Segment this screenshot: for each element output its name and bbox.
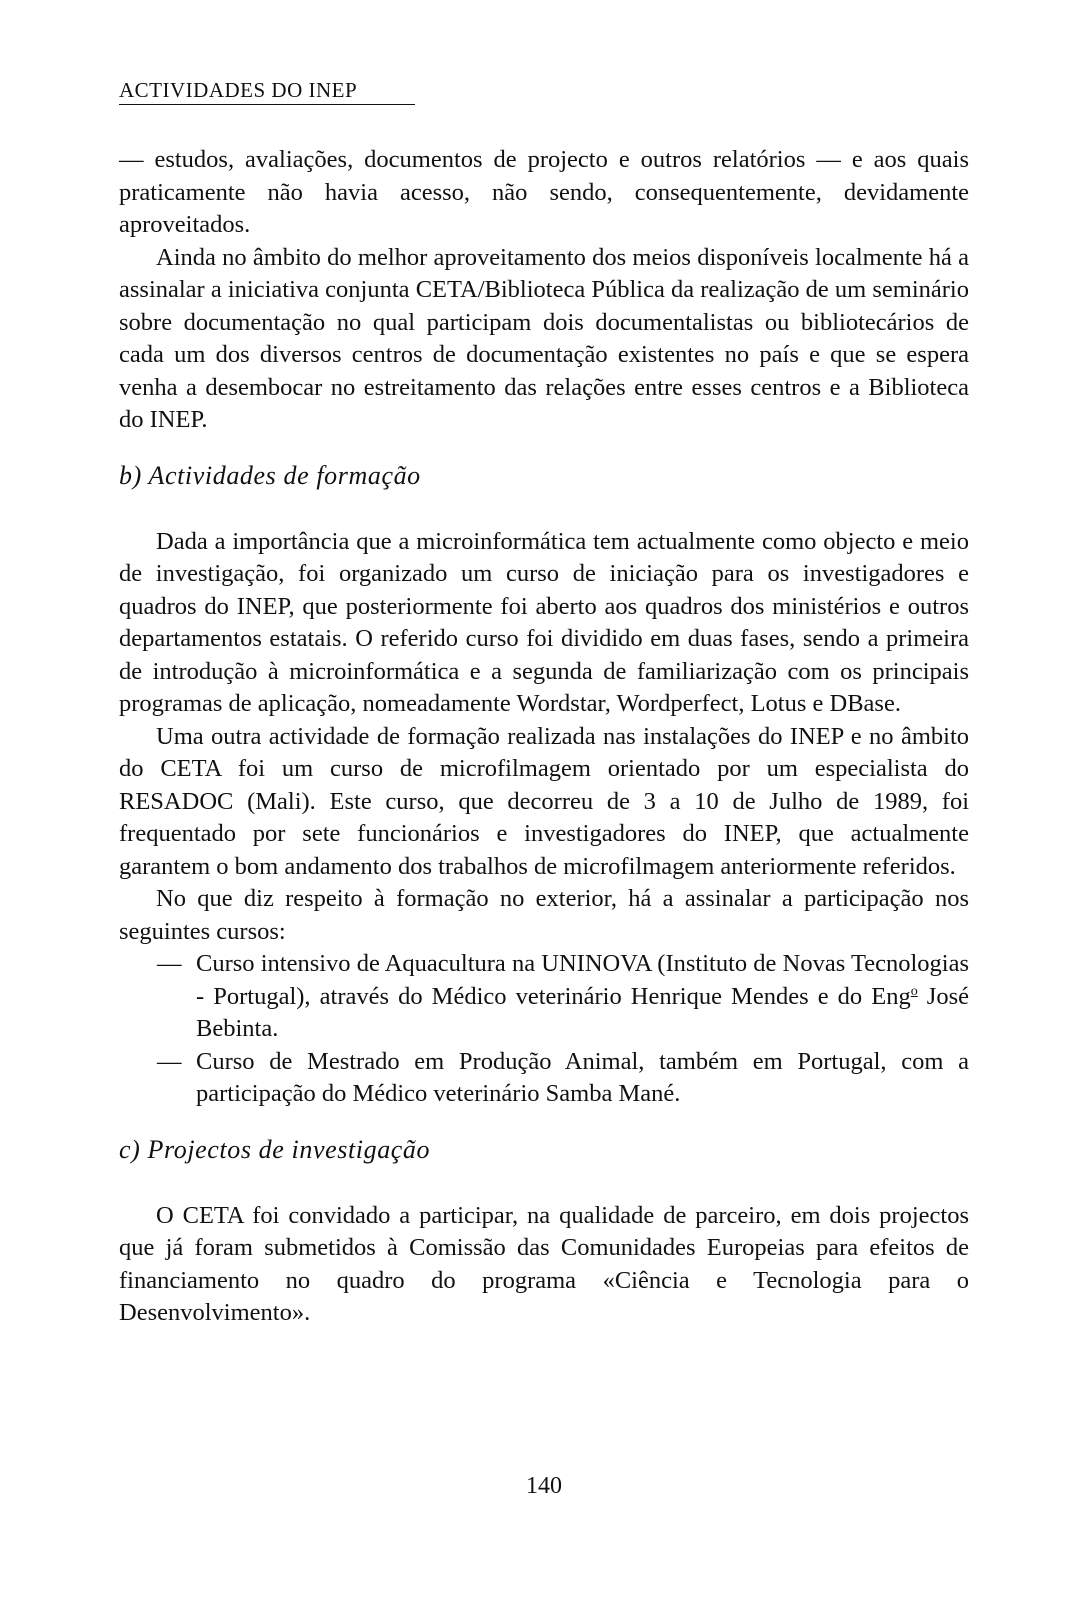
running-head: ACTIVIDADES DO INEP: [119, 78, 358, 102]
document-page: [119, 0, 969, 1600]
paragraph-continuation: — estudos, avaliações, documentos de projecto e outros relatórios — e aos quais praticamente não havia acesso, não sendo, consequentemente, devidamente aproveitados.: [119, 146, 969, 238]
spacer: [119, 492, 969, 526]
section-heading-research-projects: c) Projectos de investigação: [119, 1134, 431, 1164]
spacer: [119, 1166, 969, 1200]
body-text: [119, 144, 969, 1330]
spacer: [119, 1111, 969, 1134]
paragraph-microfilm: Uma outra actividade de formação realizada nas instalações do INEP e no âmbito do CETA foi um curso de microfilmagem orientado por um especialista do RESADOC (Mali). Este curso, que decorreu de 3 a 10 de Julho de 1989, foi frequentado por sete funcionários e investigadores do INEP, que actualmente garantem o bom andamento dos trabalhos de microfilmagem anteriormente referidos.: [119, 722, 969, 880]
course-text: Curso de Mestrado em Produção Animal, também em Portugal, com a participação do Médico veterinário Samba Mané.: [196, 1047, 969, 1107]
paragraph-seminar: Ainda no âmbito do melhor aproveitamento dos meios disponíveis localmente há a assinalar a iniciativa conjunta CETA/Biblioteca Pública da realização de um seminário sobre documentação no qual participam dois documentalistas ou bibliotecários de cada um dos diversos centros de documentação existentes no país e que se espera venha a desembocar no estreitamento das relações entre esses centros e a Biblioteca do INEP.: [119, 243, 969, 433]
page-number: 140: [526, 1473, 562, 1499]
course-list-item: [119, 948, 969, 1046]
dash-marker: —: [157, 1047, 182, 1075]
course-list-item: [119, 1046, 969, 1111]
ordinal-superscript: o: [910, 983, 918, 999]
paragraph-projects: O CETA foi convidado a participar, na qualidade de parceiro, em dois projectos que já foram submetidos à Comissão das Comunidades Europeias para efeitos de financiamento no quadro do programa «Ciência e Tecnologia para o Desenvolvimento».: [119, 1201, 969, 1326]
paragraph-microinformatics: Dada a importância que a microinformática tem actualmente como objecto e meio de investigação, foi organizado um curso de iniciação para os investigadores e quadros do INEP, que posteriormente foi aberto aos quadros dos ministérios e outros departamentos estatais. O referido curso foi dividido em duas fases, sendo a primeira de introdução à microinformática e a segunda de familiarização com os principais programas de aplicação, nomeadamente Wordstar, Wordperfect, Lotus e DBase.: [119, 527, 969, 717]
section-heading-training: b) Actividades de formação: [119, 460, 421, 490]
spacer: [119, 437, 969, 460]
course-text-end: José Bebinta.: [196, 982, 969, 1042]
course-text: Curso intensivo de Aquacultura na UNINOVA (Instituto de Novas Tecnologias - Portugal), através do Médico veterinário Henrique Mendes e do Eng: [196, 950, 969, 1010]
paragraph-training-abroad: No que diz respeito à formação no exterior, há a assinalar a participação nos seguintes cursos:: [119, 885, 969, 945]
dash-marker: —: [157, 950, 182, 977]
running-head-rule: [119, 104, 415, 105]
